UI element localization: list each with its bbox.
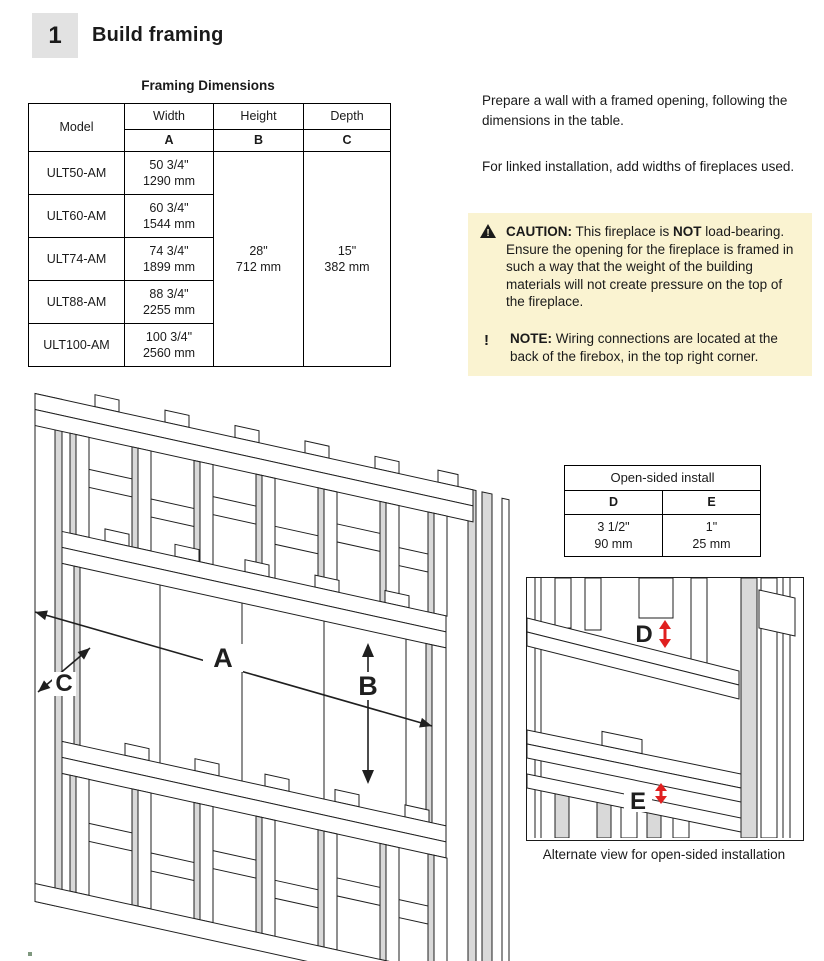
depth-mm: 382 mm [324, 260, 370, 274]
caution-label: CAUTION: [506, 224, 572, 239]
label-a: A [213, 643, 233, 673]
caution-bold-word: NOT [673, 224, 702, 239]
d-value-cell [565, 515, 663, 557]
e-value-cell [663, 515, 761, 557]
note-label: NOTE: [510, 331, 552, 346]
width-in: 88 3/4" [149, 286, 189, 301]
note-body: Wiring connections are located at the back of the firebox, in the top right corner. [510, 331, 778, 364]
caution-box [468, 213, 812, 322]
width-cell [125, 324, 214, 367]
col-header-height: Height [214, 104, 304, 130]
col-letter-a: A [125, 130, 214, 152]
model-cell: ULT74-AM [29, 238, 125, 281]
dimension-arrow-b [352, 643, 384, 784]
width-mm: 2560 mm [142, 346, 196, 360]
width-mm: 1899 mm [142, 260, 196, 274]
col-letter-e: E [663, 491, 761, 515]
width-mm: 1544 mm [142, 217, 196, 231]
model-cell: ULT50-AM [29, 152, 125, 195]
col-header-depth: Depth [304, 104, 391, 130]
model-cell: ULT60-AM [29, 195, 125, 238]
alternate-view-box [526, 577, 804, 841]
framing-diagram [10, 378, 522, 961]
step-number: 1 [48, 21, 62, 49]
width-in: 50 3/4" [149, 157, 189, 172]
instruction-paragraph-2: For linked installation, add widths of fireplaces used. [482, 159, 795, 174]
caution-before: This fireplace is [572, 224, 674, 239]
open-table-title: Open-sided install [565, 466, 761, 491]
label-d: D [635, 621, 653, 648]
width-cell [125, 281, 214, 324]
caution-after: load-bearing. Ensure the opening for the fireplace is framed in such a way that the weight of the building materials will not create pressure on the top of the fireplace. [506, 224, 794, 310]
width-cell [125, 195, 214, 238]
height-in: 28" [249, 243, 268, 258]
dimension-arrow-d [635, 620, 671, 648]
width-mm: 2255 mm [142, 303, 196, 317]
label-b: B [358, 671, 378, 701]
model-cell: ULT100-AM [29, 324, 125, 367]
label-e: E [629, 788, 647, 815]
width-in: 74 3/4" [149, 243, 189, 258]
d-in: 3 1/2" [597, 520, 630, 535]
note-text [510, 330, 800, 365]
caution-text [506, 223, 800, 311]
svg-text:!: ! [486, 228, 490, 239]
col-letter-c: C [304, 130, 391, 152]
page-title: Build framing [92, 24, 224, 46]
e-mm: 25 mm [692, 536, 731, 551]
width-cell [125, 238, 214, 281]
framing-dimensions-table [28, 103, 391, 367]
model-cell: ULT88-AM [29, 281, 125, 324]
col-letter-b: B [214, 130, 304, 152]
height-cell [214, 152, 304, 367]
page-marker [28, 952, 32, 956]
col-letter-d: D [565, 491, 663, 515]
warning-icon [480, 223, 498, 311]
col-header-width: Width [125, 104, 214, 130]
width-in: 60 3/4" [149, 200, 189, 215]
alternate-view-caption: Alternate view for open-sided installation [542, 847, 786, 862]
depth-cell [304, 152, 391, 367]
note-icon: ! [484, 332, 489, 349]
step-number-box [32, 13, 78, 58]
col-header-model: Model [29, 104, 125, 152]
d-mm: 90 mm [594, 536, 633, 551]
width-cell [125, 152, 214, 195]
height-mm: 712 mm [235, 260, 282, 274]
width-mm: 1290 mm [142, 174, 196, 188]
framing-table-title: Framing Dimensions [141, 78, 275, 93]
open-sided-install-table [564, 465, 761, 557]
note-box [468, 320, 812, 376]
instruction-paragraph-1: Prepare a wall with a framed opening, following the dimensions in the table. [482, 93, 788, 128]
label-c: C [55, 670, 73, 697]
e-in: 1" [705, 520, 718, 535]
width-in: 100 3/4" [145, 329, 193, 344]
alternate-view-diagram [527, 578, 801, 838]
depth-in: 15" [337, 243, 357, 258]
